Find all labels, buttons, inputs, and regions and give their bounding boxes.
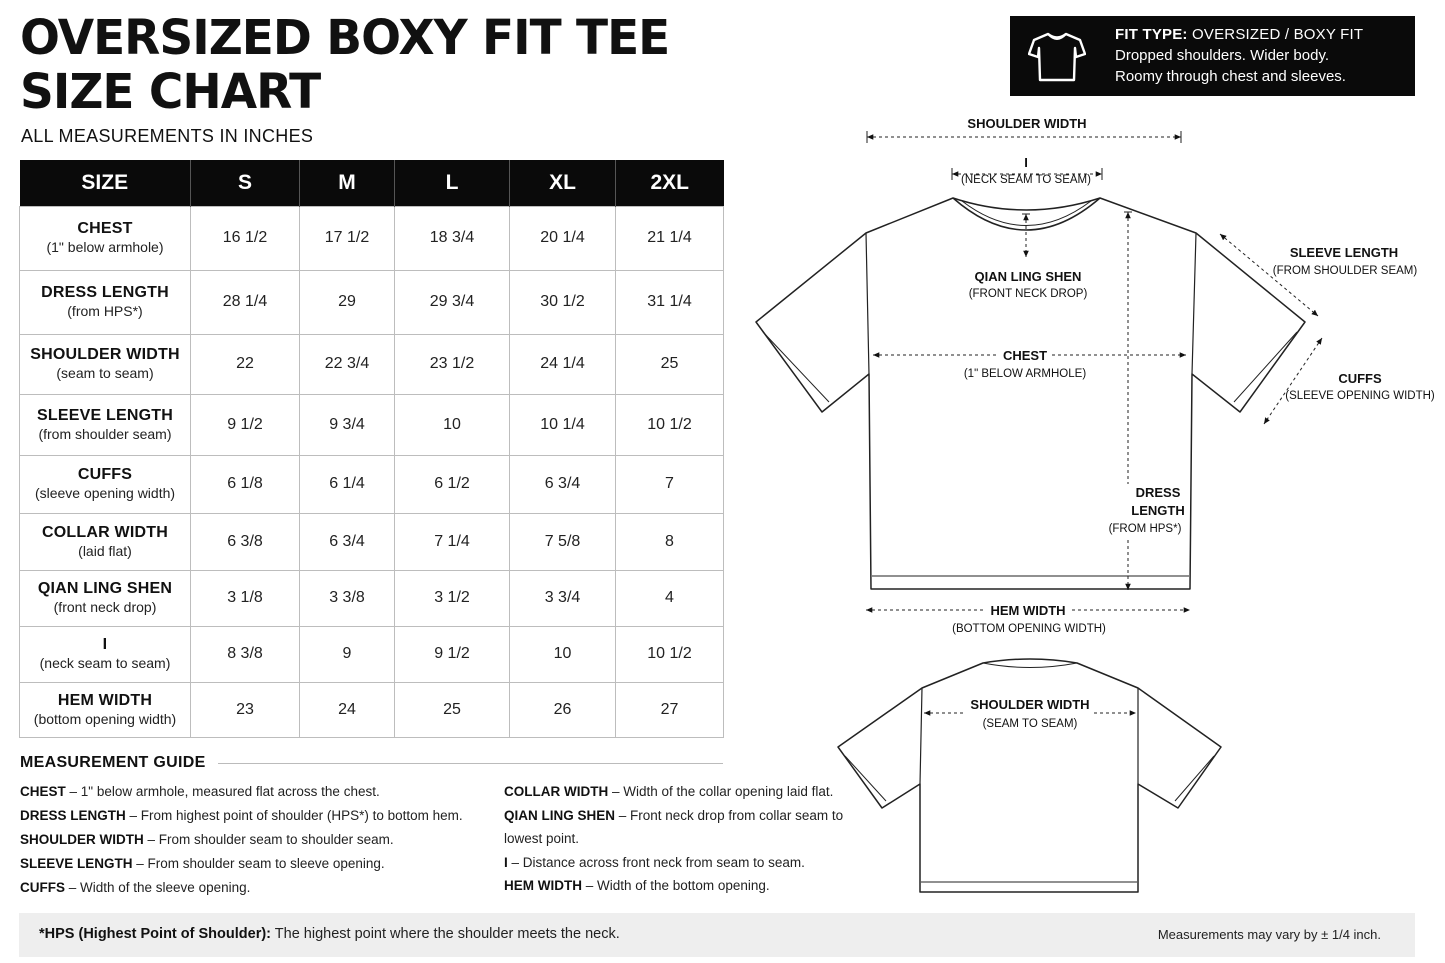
value-cell: 7: [616, 455, 724, 513]
title-line-1: OVERSIZED BOXY FIT TEE: [20, 9, 670, 67]
label-i: I: [1024, 155, 1028, 170]
hps-note: [39, 926, 620, 942]
value-cell: 6 3/4: [510, 455, 616, 513]
label-length: LENGTH: [1131, 503, 1185, 518]
guide-term: CUFFS: [20, 880, 65, 895]
value-cell: 3 3/8: [300, 570, 395, 626]
label-sleeve-length: SLEEVE LENGTH: [1289, 245, 1399, 260]
units-note: ALL MEASUREMENTS IN INCHES: [21, 126, 314, 146]
value-cell: 10: [510, 626, 616, 682]
value-cell: 4: [616, 570, 724, 626]
value-cell: 25: [395, 682, 510, 737]
value-cell: 10: [395, 394, 510, 455]
hps-desc: The highest point where the shoulder meets the neck.: [271, 926, 620, 942]
label-cuffs: CUFFS: [1338, 371, 1382, 386]
guide-line: [20, 856, 385, 871]
row-sublabel: (from HPS*): [67, 303, 143, 319]
page-title: [20, 11, 669, 119]
value-cell: 23 1/2: [395, 334, 510, 394]
row-label: SLEEVE LENGTH: [37, 406, 173, 424]
size-table: [19, 160, 724, 738]
value-cell: 6 1/2: [395, 455, 510, 513]
row-label-cell: [20, 394, 191, 455]
label-hem-width: HEM WIDTH: [990, 603, 1066, 618]
guide-line: [20, 880, 250, 895]
header-size-5: 2XL: [616, 160, 724, 206]
guide-line: [20, 784, 380, 799]
row-label-cell: [20, 570, 191, 626]
front-tee-drawing: [756, 198, 1305, 589]
row-sublabel: (laid flat): [78, 542, 132, 559]
value-cell: 29: [300, 270, 395, 334]
guide-line: [20, 808, 463, 823]
table-body: [20, 206, 724, 737]
table-row: [20, 570, 724, 626]
fit-type-value: OVERSIZED / BOXY FIT: [1192, 26, 1364, 43]
header-size-1: S: [191, 160, 300, 206]
value-cell: 21 1/4: [616, 206, 724, 270]
value-cell: 18 3/4: [395, 206, 510, 270]
value-cell: 10 1/4: [510, 394, 616, 455]
header-size-3: L: [395, 160, 510, 206]
label-cuffs-sub: (SLEEVE OPENING WIDTH): [1285, 390, 1435, 402]
guide-term: SLEEVE LENGTH: [20, 856, 133, 871]
guide-desc: – From shoulder seam to shoulder seam.: [143, 832, 394, 847]
value-cell: 6 3/4: [300, 513, 395, 570]
value-cell: 7 5/8: [510, 513, 616, 570]
row-label: DRESS LENGTH: [41, 284, 169, 301]
row-label-cell: [20, 682, 191, 737]
value-cell: 7 1/4: [395, 513, 510, 570]
guide-term: QIAN LING SHEN: [504, 807, 616, 823]
value-cell: 3 1/8: [191, 570, 300, 626]
row-sublabel: (seam to seam): [56, 365, 154, 381]
table-row: [20, 513, 724, 570]
t-shirt-icon: [1028, 28, 1086, 84]
row-label-cell: [20, 513, 191, 570]
value-cell: 22 3/4: [300, 334, 395, 394]
label-chest: CHEST: [1002, 348, 1048, 363]
label-dress: DRESS: [1135, 485, 1181, 500]
title-line-2: SIZE CHART: [20, 63, 321, 121]
guide-term: CHEST: [20, 784, 66, 799]
value-cell: 6 3/8: [191, 513, 300, 570]
guide-desc: – Width of the bottom opening.: [582, 878, 770, 893]
value-cell: 3 1/2: [395, 570, 510, 626]
label-back-shoulder: SHOULDER WIDTH: [970, 697, 1090, 712]
guide-desc: – Distance across front neck from seam to seam.: [507, 854, 805, 870]
value-cell: 27: [616, 682, 724, 737]
label-chest-sub: (1" BELOW ARMHOLE): [963, 368, 1087, 380]
tolerance-note: Measurements may vary by ± 1/4 inch.: [1157, 927, 1381, 942]
value-cell: 25: [616, 334, 724, 394]
value-cell: 9: [300, 626, 395, 682]
guide-desc: – Width of the collar opening laid flat.: [608, 784, 834, 799]
table-header-row: [20, 160, 724, 206]
value-cell: 6 1/8: [191, 455, 300, 513]
value-cell: 26: [510, 682, 616, 737]
value-cell: 3 3/4: [510, 570, 616, 626]
guide-title: MEASUREMENT GUIDE: [20, 754, 206, 771]
value-cell: 29 3/4: [395, 270, 510, 334]
row-sublabel: (from shoulder seam): [38, 425, 172, 442]
value-cell: 24: [300, 682, 395, 737]
label-neck-drop: QIAN LING SHEN: [974, 269, 1082, 284]
value-cell: 10 1/2: [616, 626, 724, 682]
tshirt-diagram: [740, 100, 1445, 900]
row-sublabel: (front neck drop): [53, 599, 157, 615]
row-label: CHEST: [77, 220, 133, 237]
label-neck-drop-sub: (FRONT NECK DROP): [968, 288, 1088, 300]
table-row: [20, 394, 724, 455]
guide-desc: – 1" below armhole, measured flat across the chest.: [65, 784, 380, 799]
footer-note-bar: [19, 913, 1415, 957]
guide-desc: lowest point.: [504, 831, 580, 846]
value-cell: 24 1/4: [510, 334, 616, 394]
header-size: SIZE: [20, 160, 191, 206]
value-cell: 31 1/4: [616, 270, 724, 334]
value-cell: 8: [616, 513, 724, 570]
guide-divider: [218, 763, 723, 764]
row-label: I: [102, 636, 108, 653]
row-sublabel: (bottom opening width): [33, 710, 177, 727]
guide-term: COLLAR WIDTH: [504, 784, 609, 799]
table-row: [20, 334, 724, 394]
label-shoulder-width: SHOULDER WIDTH: [967, 116, 1087, 131]
header-size-2: M: [300, 160, 395, 206]
table-row: [20, 270, 724, 334]
fit-type-line-2: Roomy through chest and sleeves.: [1115, 68, 1346, 85]
label-sleeve-length-sub: (FROM SHOULDER SEAM): [1272, 265, 1418, 277]
value-cell: 23: [191, 682, 300, 737]
guide-term: SHOULDER WIDTH: [20, 832, 144, 847]
table-row: [20, 455, 724, 513]
value-cell: 16 1/2: [191, 206, 300, 270]
row-label: SHOULDER WIDTH: [30, 346, 180, 363]
row-label-cell: [20, 270, 191, 334]
row-label-cell: [20, 626, 191, 682]
measure-end-ticks: [867, 131, 1181, 214]
label-i-sub: (NECK SEAM TO SEAM): [961, 174, 1091, 186]
hps-term: *HPS (Highest Point of Shoulder):: [39, 926, 271, 942]
value-cell: 6 1/4: [300, 455, 395, 513]
guide-desc: – From shoulder seam to sleeve opening.: [132, 856, 385, 871]
value-cell: 8 3/8: [191, 626, 300, 682]
fit-type-line-1: Dropped shoulders. Wider body.: [1115, 47, 1329, 64]
row-label: QIAN LING SHEN: [37, 580, 173, 597]
row-sublabel: (sleeve opening width): [34, 485, 176, 501]
value-cell: 30 1/2: [510, 270, 616, 334]
guide-line: [20, 832, 394, 847]
value-cell: 9 1/2: [395, 626, 510, 682]
row-label-cell: [20, 206, 191, 270]
fit-type-title: [1115, 26, 1363, 43]
label-back-shoulder-sub: (SEAM TO SEAM): [982, 718, 1078, 730]
row-sublabel: (1" below armhole): [46, 239, 164, 255]
value-cell: 20 1/4: [510, 206, 616, 270]
value-cell: 22: [191, 334, 300, 394]
row-label: COLLAR WIDTH: [42, 523, 168, 541]
label-from-hps: (FROM HPS*): [1108, 523, 1182, 535]
table-row: [20, 626, 724, 682]
guide-term: HEM WIDTH: [504, 878, 582, 893]
guide-desc: – From highest point of shoulder (HPS*) to bottom hem.: [125, 808, 463, 823]
guide-line: [504, 831, 579, 846]
fit-type-box: [1010, 16, 1415, 96]
value-cell: 9 1/2: [191, 394, 300, 455]
back-tee-drawing: [838, 659, 1221, 892]
value-cell: 17 1/2: [300, 206, 395, 270]
guide-term: DRESS LENGTH: [20, 808, 126, 823]
table-row: [20, 206, 724, 270]
value-cell: 10 1/2: [616, 394, 724, 455]
row-label-cell: [20, 334, 191, 394]
row-sublabel: (neck seam to seam): [39, 655, 171, 671]
row-label-cell: [20, 455, 191, 513]
guide-term: I: [504, 854, 508, 870]
guide-line: [504, 878, 770, 893]
value-cell: 9 3/4: [300, 394, 395, 455]
label-hem-width-sub: (BOTTOM OPENING WIDTH): [952, 623, 1106, 635]
fit-type-label: FIT TYPE:: [1115, 26, 1188, 43]
row-label: CUFFS: [77, 466, 133, 483]
header-size-4: XL: [510, 160, 616, 206]
value-cell: 28 1/4: [191, 270, 300, 334]
guide-desc: – Front neck drop from collar seam to: [615, 807, 844, 823]
row-label: HEM WIDTH: [57, 691, 153, 709]
table-row: [20, 682, 724, 737]
guide-desc: – Width of the sleeve opening.: [65, 880, 251, 895]
